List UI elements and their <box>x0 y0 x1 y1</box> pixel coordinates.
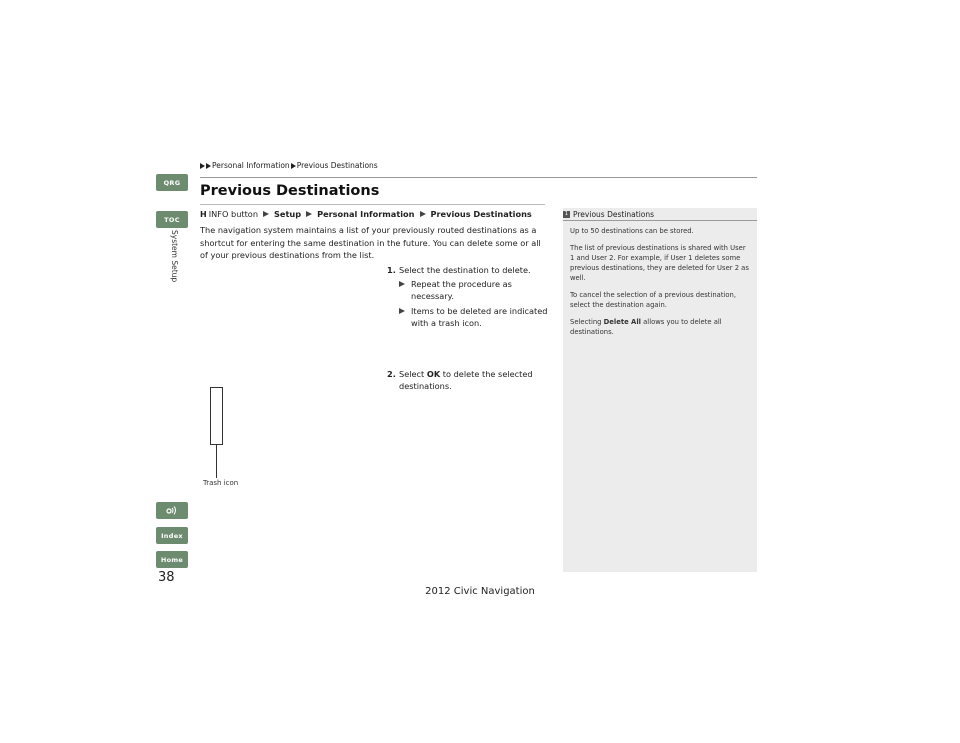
menu-path <box>200 209 532 219</box>
callout-leader-line <box>216 444 217 478</box>
sub-arrow-icon <box>399 308 405 314</box>
callout-label: Trash icon <box>203 479 239 487</box>
header-rule <box>200 177 757 178</box>
sub-text: Repeat the procedure as necessary. <box>411 279 512 301</box>
path-arrow-icon <box>420 211 426 217</box>
breadcrumb-arrow-icon <box>206 163 211 169</box>
path-step-personal-information: Personal Information <box>317 209 415 219</box>
breadcrumb-section[interactable]: Personal Information <box>212 161 290 170</box>
step-2 <box>387 368 544 392</box>
section-label: System Setup <box>170 230 179 283</box>
note-text: allows you to delete all destinations. <box>570 318 722 336</box>
ok-label: OK <box>426 369 441 379</box>
voice-command-icon <box>166 505 178 516</box>
breadcrumb-page[interactable]: Previous Destinations <box>296 161 378 170</box>
sub-text: Items to be deleted are indicated with a trash icon. <box>411 306 548 328</box>
page-title: Previous Destinations <box>200 183 380 199</box>
step-1-sub-2 <box>411 306 549 329</box>
step-text-post: to delete the selected destinations. <box>399 369 533 391</box>
note-rule <box>563 220 757 221</box>
step-number: 2. <box>387 369 396 379</box>
note-paragraph: The list of previous destinations is shared with User 1 and User 2. For example, if User 1 deletes some previous destinations, they are deleted for User 2 as well. <box>570 244 749 282</box>
sub-arrow-icon <box>399 281 405 287</box>
footer: 2012 Civic Navigation <box>425 586 535 597</box>
breadcrumb-arrow-icon <box>291 163 296 169</box>
step-text: Select the destination to delete. <box>399 265 531 275</box>
qrg-button[interactable]: QRG <box>156 174 188 191</box>
note-heading-text: Previous Destinations <box>573 210 655 219</box>
path-arrow-icon <box>263 211 269 217</box>
home-key-icon: H <box>200 209 207 219</box>
note-text: Selecting <box>570 318 604 326</box>
delete-all-label: Delete All <box>603 318 641 326</box>
intro-paragraph: The navigation system maintains a list of your previously routed destinations as a shortcut for entering the same destination in the future. You can delete some or all of your previous destinations from the list. <box>200 225 541 260</box>
note-paragraph: To cancel the selection of a previous destination, select the destination again. <box>570 291 737 309</box>
note-paragraph <box>570 317 752 337</box>
step-1 <box>387 264 549 276</box>
path-button: INFO button <box>208 209 259 219</box>
path-arrow-icon <box>306 211 312 217</box>
title-rule <box>200 204 545 205</box>
index-button[interactable]: Index <box>156 527 188 544</box>
note-body <box>570 226 752 344</box>
trash-icon-illustration <box>210 387 223 445</box>
toc-button[interactable]: TOC <box>156 211 188 228</box>
path-step-setup: Setup <box>274 209 302 219</box>
home-button[interactable]: Home <box>156 551 188 568</box>
path-step-previous-destinations: Previous Destinations <box>430 209 532 219</box>
step-1-sub-1 <box>411 279 546 302</box>
step-number: 1. <box>387 265 396 275</box>
note-icon: 1 <box>564 211 569 217</box>
note-paragraph: Up to 50 destinations can be stored. <box>570 227 694 235</box>
breadcrumb <box>200 161 378 170</box>
note-heading <box>563 210 654 219</box>
breadcrumb-arrow-icon <box>200 163 205 169</box>
voice-command-button[interactable] <box>156 502 188 519</box>
step-text-pre: Select <box>399 369 427 379</box>
page-number: 38 <box>158 570 175 585</box>
